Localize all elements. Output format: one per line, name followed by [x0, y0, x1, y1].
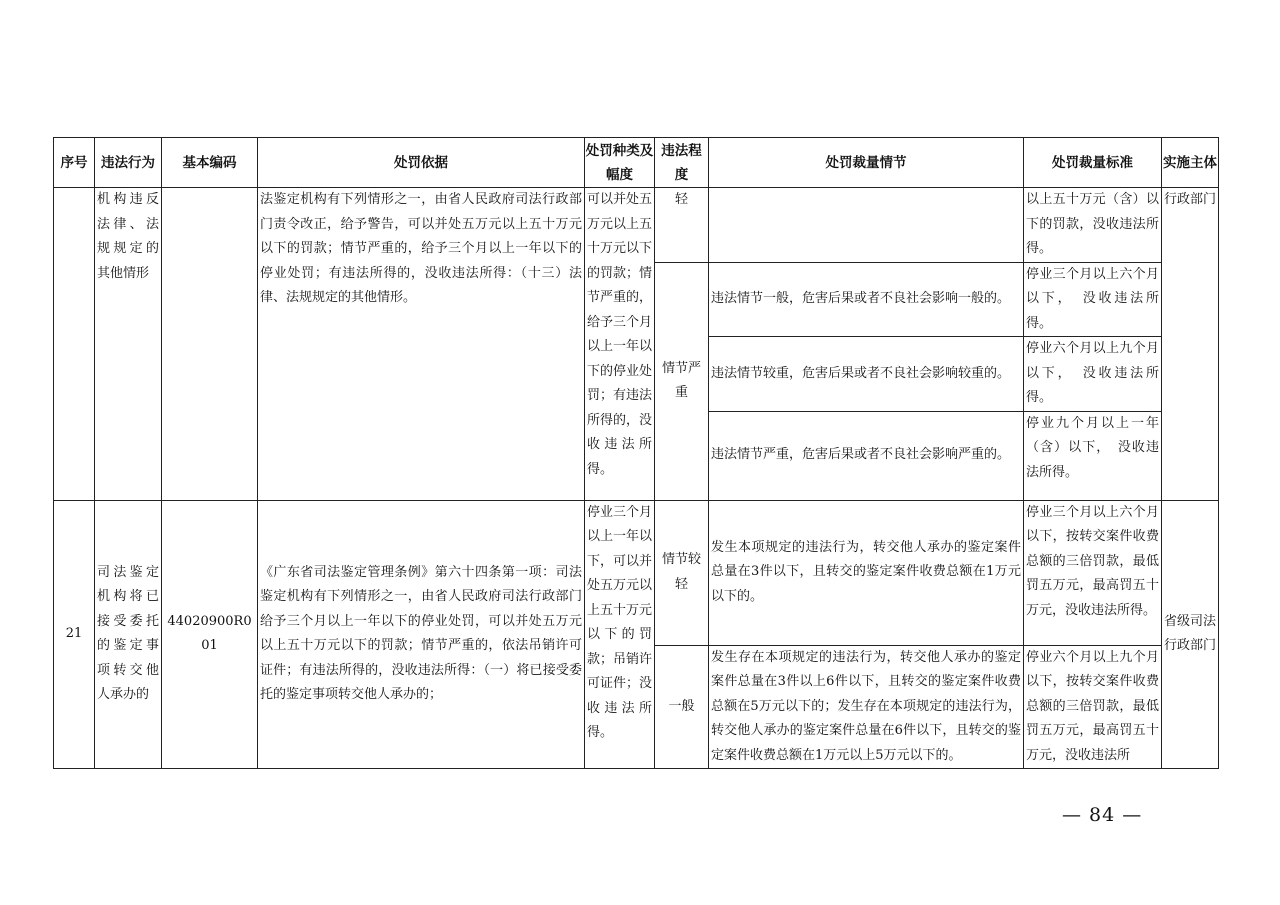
- header-standard: 处罚裁量标准: [1024, 138, 1162, 188]
- circumstance-cell: 发生存在本项规定的违法行为，转交他人承办的鉴定案件总量在3件以上6件以下，且转交的鉴定案件收费总额在5万元以下的；发生存在本项规定的违法行为，转交他人承办的鉴定案件总量在6件以下，且转交的鉴定案件收费总额在1万元以上5万元以下的。: [709, 645, 1024, 769]
- degree-cell: 情节较轻: [655, 500, 709, 645]
- seq-cell: 21: [54, 500, 95, 769]
- authority-cell: 省级司法行政部门: [1162, 500, 1219, 769]
- code-cell: 44020900R001: [162, 500, 258, 769]
- penalty-table: [53, 137, 1219, 769]
- standard-cell: 停业三个月以上六个月以下，按转交案件收费总额的三倍罚款，最低罚五万元，最高罚五十万元，没收违法所得。: [1024, 500, 1162, 645]
- behavior-cell: 机构违反法律、法规规定的其他情形: [95, 188, 162, 501]
- table-row: [54, 188, 1219, 263]
- degree-cell: 轻: [655, 188, 709, 263]
- authority-cell: 行政部门: [1162, 188, 1219, 501]
- standard-cell: 停业六个月以上九个月以下， 没收违法所得。: [1024, 337, 1162, 412]
- basis-cell: 《广东省司法鉴定管理条例》第六十四条第一项：司法鉴定机构有下列情形之一，由省人民政府司法行政部门给予三个月以上一年以下的停业处罚，可以并处五万元以上五十万元以下的罚款；情节严重的，依法吊销许可证件；有违法所得的，没收违法所得：（一）将已接受委托的鉴定事项转交他人承办的；: [258, 500, 585, 769]
- header-type: 处罚种类及幅度: [585, 138, 655, 188]
- behavior-cell: 司法鉴定机构将已接受委托的鉴定事项转交他人承办的: [95, 500, 162, 769]
- circumstance-cell: [709, 188, 1024, 263]
- seq-cell: [54, 188, 95, 501]
- basis-cell: 法鉴定机构有下列情形之一，由省人民政府司法行政部门责令改正，给予警告，可以并处五万元以上五十万元以下的罚款；情节严重的，给予三个月以上一年以下的停业处罚；有违法所得的，没收违法所得：（十三）法律、法规规定的其他情形。: [258, 188, 585, 501]
- header-basis: 处罚依据: [258, 138, 585, 188]
- standard-cell: 以上五十万元（含）以下的罚款，没收违法所得。: [1024, 188, 1162, 263]
- degree-cell: 情节严重: [655, 262, 709, 500]
- degree-cell: 一般: [655, 645, 709, 769]
- type-cell: 可以并处五万元以上五十万元以下的罚款；情节严重的，给予三个月以上一年以下的停业处罚；有违法所得的，没收违法所得。: [585, 188, 655, 501]
- header-row: [54, 138, 1219, 188]
- type-cell: 停业三个月以上一年以下，可以并处五万元以上五十万元以下的罚款；吊销许可证件；没收违法所得。: [585, 500, 655, 769]
- header-seq: 序号: [54, 138, 95, 188]
- page-number: — 84 —: [1062, 804, 1143, 826]
- header-authority: 实施主体: [1162, 138, 1219, 188]
- circumstance-cell: 发生本项规定的违法行为，转交他人承办的鉴定案件总量在3件以下，且转交的鉴定案件收费总额在1万元以下的。: [709, 500, 1024, 645]
- standard-cell: 停业六个月以上九个月以下，按转交案件收费总额的三倍罚款，最低罚五万元，最高罚五十万元，没收违法所: [1024, 645, 1162, 769]
- circumstance-cell: 违法情节严重，危害后果或者不良社会影响严重的。: [709, 411, 1024, 500]
- circumstance-cell: 违法情节一般，危害后果或者不良社会影响一般的。: [709, 262, 1024, 337]
- header-code: 基本编码: [162, 138, 258, 188]
- table-row: [54, 500, 1219, 645]
- header-circumstance: 处罚裁量情节: [709, 138, 1024, 188]
- standard-cell: 停业九个月以上一年（含）以下， 没收违法所得。: [1024, 411, 1162, 500]
- header-degree: 违法程度: [655, 138, 709, 188]
- header-behavior: 违法行为: [95, 138, 162, 188]
- circumstance-cell: 违法情节较重，危害后果或者不良社会影响较重的。: [709, 337, 1024, 412]
- standard-cell: 停业三个月以上六个月以下， 没收违法所得。: [1024, 262, 1162, 337]
- code-cell: [162, 188, 258, 501]
